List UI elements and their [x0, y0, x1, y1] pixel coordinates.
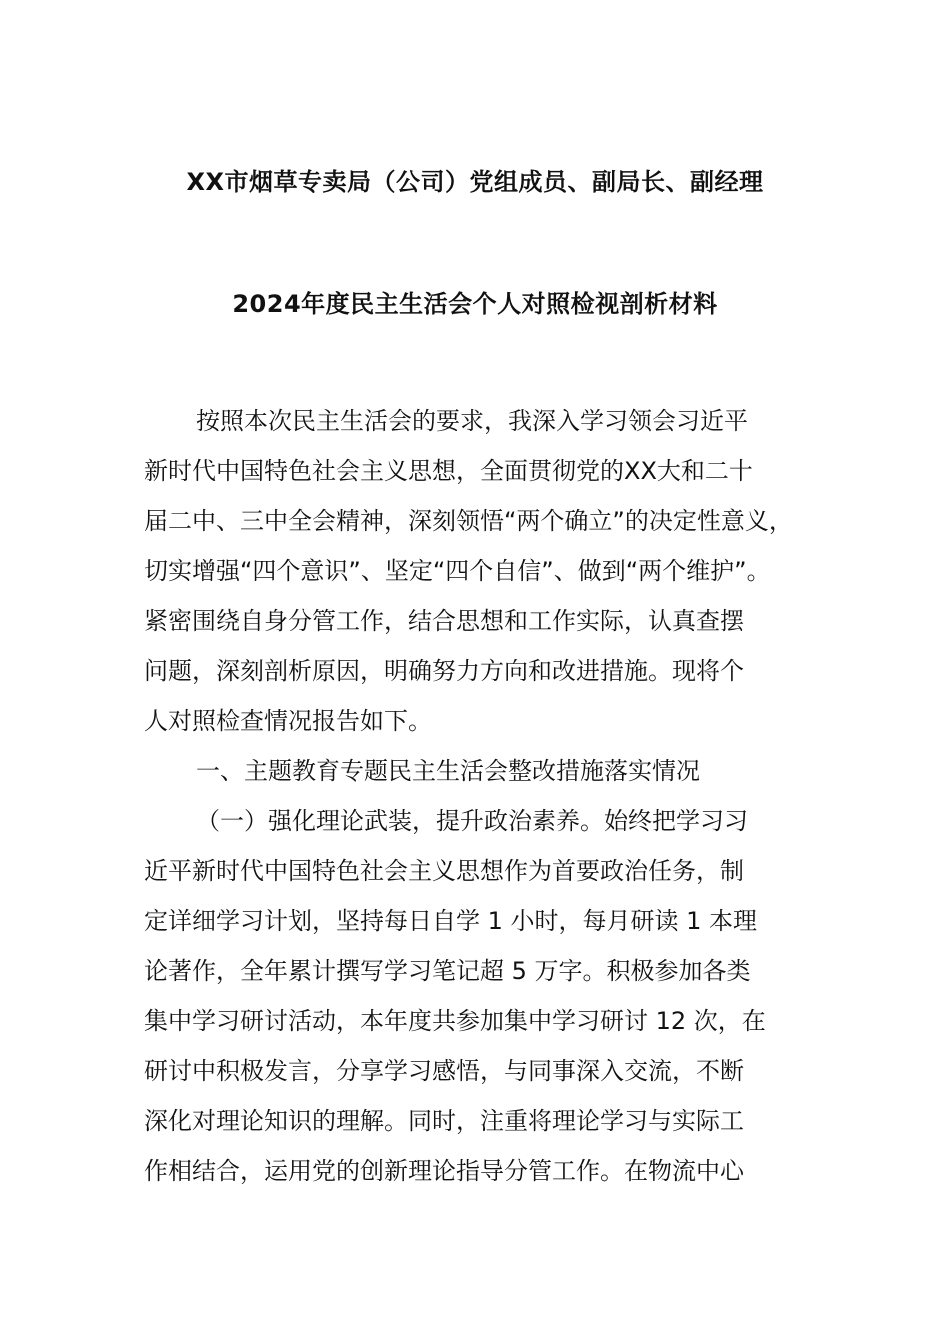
paragraph-line: 研讨中积极发言，分享学习感悟，与同事深入交流，不断 [144, 1057, 744, 1085]
paragraph-line: 新时代中国特色社会主义思想，全面贯彻党的XX大和二十 [144, 457, 753, 485]
paragraph-line: 深化对理论知识的理解。同时，注重将理论学习与实际工 [144, 1107, 744, 1135]
paragraph-line: 按照本次民主生活会的要求，我深入学习领会习近平 [196, 407, 748, 435]
paragraph-line: 人对照检查情况报告如下。 [144, 707, 432, 735]
paragraph-line: 届二中、三中全会精神，深刻领悟“两个确立”的决定性意义， [144, 507, 793, 535]
paragraph-line: 作相结合，运用党的创新理论指导分管工作。在物流中心 [144, 1157, 744, 1185]
subsection-heading-line: （一）强化理论武装，提升政治素养。始终把学习习 [196, 807, 748, 835]
document-title-line-2: 2024年度民主生活会个人对照检视剖析材料 [232, 290, 718, 318]
paragraph-line: 论著作，全年累计撰写学习笔记超 5 万字。积极参加各类 [144, 957, 751, 985]
paragraph-line: 切实增强“四个意识”、坚定“四个自信”、做到“两个维护”。 [144, 557, 771, 585]
section-heading: 一、主题教育专题民主生活会整改措施落实情况 [196, 757, 700, 785]
paragraph-line: 问题，深刻剖析原因，明确努力方向和改进措施。现将个 [144, 657, 744, 685]
paragraph-line: 定详细学习计划，坚持每日自学 1 小时，每月研读 1 本理 [144, 907, 758, 935]
paragraph-line: 近平新时代中国特色社会主义思想作为首要政治任务，制 [144, 857, 744, 885]
document-title-line-1: XX市烟草专卖局（公司）党组成员、副局长、副经理 [186, 168, 764, 196]
paragraph-line: 紧密围绕自身分管工作，结合思想和工作实际，认真查摆 [144, 607, 744, 635]
paragraph-line: 集中学习研讨活动，本年度共参加集中学习研讨 12 次，在 [144, 1007, 766, 1035]
